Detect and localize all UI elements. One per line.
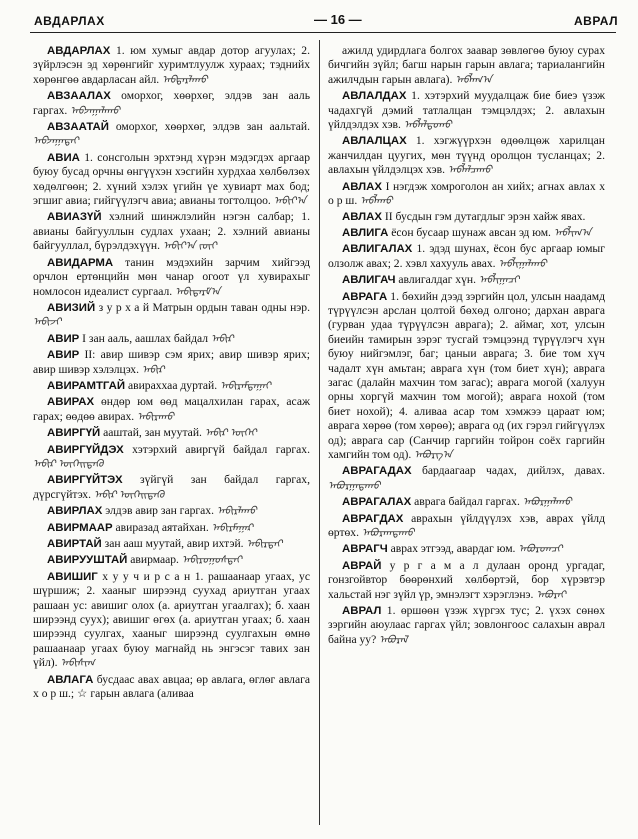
dictionary-entry bbox=[328, 290, 605, 464]
dictionary-entry bbox=[33, 553, 310, 568]
entry-headword: АВИРГҮЙТЭХ bbox=[47, 474, 123, 487]
dictionary-entry bbox=[328, 134, 605, 178]
entry-headword: АВИРАМТГАЙ bbox=[47, 379, 126, 392]
entry-definition: бусдаас авах авцаа; өр авлага, өглөг авлага х о р ш.; ☆ гарын авлага (аливаа bbox=[33, 672, 310, 701]
entry-definition: аврага байдал гаргах. bbox=[414, 495, 520, 509]
entry-definition: элдэв авир зан гаргах. bbox=[105, 504, 214, 518]
mongolian-script-form: ᠠᠪᠯᠠᠯᠴᠠᠬᠤ bbox=[447, 165, 492, 177]
entry-definition: зан ааш муутай, авир ихтэй. bbox=[104, 537, 244, 550]
dictionary-entry bbox=[328, 210, 605, 224]
dictionary-entry bbox=[33, 521, 310, 536]
entry-headword: АВЛИГА bbox=[342, 226, 389, 239]
entry-definition: хэлний шинжлэлийн нэгэн салбар; 1. авианы байгууллын судлах ухаан; 2. хэлний авианы байгууллал, бүрэлдэхүүн. bbox=[33, 210, 310, 253]
entry-definition: аврах этгээд, авардаг юм. bbox=[390, 542, 516, 556]
mongolian-script-form: ᠠᠪᠢᠶ᠎ᠠ ᠵᠦᠢ bbox=[162, 241, 217, 253]
dictionary-entry bbox=[328, 44, 605, 88]
entry-headword: АВИРТАЙ bbox=[47, 538, 102, 550]
entry-headword: АВРАГАЛАХ bbox=[342, 496, 412, 509]
entry-headword: АВРАЛ bbox=[342, 605, 382, 618]
dictionary-entry bbox=[33, 673, 310, 702]
entry-headword: АВРАГДАХ bbox=[342, 512, 404, 525]
mongolian-script-form: ᠠᠪᠤᠷᠭᠠᠳᠠᠬᠤ bbox=[328, 480, 381, 492]
entry-definition: II бусдын гэм дутагдлыг эрэн хайж явах. bbox=[384, 210, 586, 224]
entry-headword: АВИР bbox=[47, 332, 80, 345]
dictionary-entry bbox=[328, 604, 605, 648]
entry-definition: авираххаа дуртай. bbox=[127, 378, 218, 392]
entry-headword: АВРАГА bbox=[342, 290, 388, 303]
entry-definition: оморхог, хөөрхөг, элдэв зан аальтай. bbox=[115, 120, 310, 134]
entry-headword: АВИРАХ bbox=[47, 396, 95, 409]
dictionary-entry bbox=[33, 301, 310, 331]
entry-definition: з у р х а й Матрын ордын таван одны нэр. bbox=[98, 300, 310, 314]
mongolian-script-form: ᠠᠪᠯᠠᠯᠳᠤᠬᠤ bbox=[403, 120, 452, 132]
mongolian-script-form: ᠠᠪᠵᠠᠭᠠᠲᠠᠢ bbox=[33, 136, 79, 148]
entry-definition: I нэгдэж хомроголон ан хийх; агнах авлах х о р ш. bbox=[328, 179, 606, 208]
mongolian-script-form: ᠠᠪᠢᠷ bbox=[141, 364, 165, 376]
entry-definition: аврахын үйлдүүлэх хэв, аврах үйлд өртөх. bbox=[328, 511, 605, 539]
entry-headword: АВЗААТАЙ bbox=[47, 121, 109, 134]
right-column bbox=[328, 44, 605, 649]
entry-definition: өндөр юм өөд мацалхилан гарах, асаж гарах; өөдөө авирах. bbox=[33, 395, 310, 423]
dictionary-entry bbox=[33, 210, 310, 254]
entry-headword: АВЛИГАЛАХ bbox=[342, 243, 413, 256]
mongolian-script-form: ᠠᠪᠢᠰᠢᠭ bbox=[60, 658, 95, 670]
entry-definition: зүйгүй зан байдал гаргах, дүрсгүйтэх. bbox=[33, 473, 310, 501]
entry-definition: у р г а м а л дулаан оронд ургадаг, гонзгойвтор бөөрөнхий хөлбөртэй, бор хүрэвтэр хальстай нэг зүйл үр, эмнэлэгт хэрэглэнэ. bbox=[328, 558, 605, 601]
header-first-word: АВДАРЛАХ bbox=[34, 14, 105, 28]
entry-definition: авирмаар. bbox=[130, 553, 179, 567]
mongolian-script-form: ᠠᠪᠤᠷᠭᠠᠯᠠᠬᠤ bbox=[522, 497, 572, 509]
entry-headword: АВИРУУШТАЙ bbox=[47, 554, 128, 567]
entry-definition: I зан ааль, аашлах байдал bbox=[82, 331, 209, 345]
entry-definition: ажилд удирдлага болгох заавар зөвлөгөө буюу сурах бичгийн зүйл; багш нарын гарын авлага; тариалангийн ажилчдын гарын авлага). bbox=[328, 44, 605, 86]
entry-definition: 1. хэгжүүрхэн өдөөлцөж харилцан жанчилдан цуугих, мөн түүнд оролцон тусланцах; 2. авлахын үйлдэлцэх хэв. bbox=[328, 134, 605, 177]
entry-headword: АВЛАГА bbox=[47, 673, 94, 686]
entry-headword: АВДАРЛАХ bbox=[47, 45, 111, 57]
dictionary-entry bbox=[328, 226, 605, 241]
mongolian-script-form: ᠠᠪᠢᠷ bbox=[210, 333, 234, 345]
dictionary-entry bbox=[328, 273, 605, 288]
mongolian-script-form: ᠠᠪᠢᠷᠯᠠᠬᠤ bbox=[216, 506, 257, 518]
entry-definition: 1. юм хумыг авдар дотор агуулах; 2. зүйрлэсэн эд хөрөнгийг хуримтлуулж хураах; тэднийх хөрөнгөө авдарласан айл. bbox=[33, 44, 310, 86]
dictionary-entry bbox=[33, 426, 310, 441]
dictionary-entry bbox=[328, 464, 605, 494]
dictionary-entry bbox=[328, 242, 605, 272]
mongolian-script-form: ᠠᠪᠢᠷᠠᠬᠤ bbox=[137, 411, 174, 423]
entry-definition: хэтэрхий авиргүй байдал гаргах. bbox=[132, 442, 310, 456]
mongolian-script-form: ᠠᠪᠢᠷ ᠦᠭᠡᠢᠲᠡᠬᠦ bbox=[93, 489, 165, 501]
entry-headword: АВИА bbox=[47, 151, 80, 164]
entry-headword: АВИР bbox=[47, 349, 80, 362]
dictionary-entry bbox=[328, 495, 605, 510]
dictionary-entry bbox=[33, 151, 310, 210]
mongolian-script-form: ᠠᠪᠤᠷᠠᠯ bbox=[379, 634, 408, 646]
mongolian-script-form: ᠠᠪᠢᠳᠠᠷᠮ᠎ᠠ bbox=[175, 286, 221, 298]
mongolian-script-form: ᠠᠪᠢᠷ ᠦᠭᠡᠢᠳᠡᠬᠦ bbox=[33, 458, 104, 470]
dictionary-entry bbox=[33, 44, 310, 88]
entry-headword: АВИРЛАХ bbox=[47, 505, 103, 518]
entry-definition: II: авир шивэр сэм ярих; авир шивэр ярих; авир шивэр хэлэлцэх. bbox=[33, 348, 310, 376]
mongolian-script-form: ᠠᠪᠢᠷᠲᠠᠢ bbox=[246, 539, 283, 550]
entry-headword: АВИЗИЙ bbox=[47, 301, 96, 314]
mongolian-script-form: ᠠᠪᠯᠠᠬᠤ bbox=[360, 196, 393, 208]
mongolian-script-form: ᠠᠪᠳᠠᠷᠯᠠᠬᠤ bbox=[162, 74, 208, 86]
mongolian-script-form: ᠠᠪᠢᠷ ᠦᠭᠡᠢ bbox=[204, 428, 257, 440]
entry-definition: бардаагаар чадах, дийлэх, давах. bbox=[421, 464, 605, 478]
entry-definition: 1. бөхийн дээд зэргийн цол, улсын наадамд түрүүлсэн арслан цолтой бөхөд олгоно; дархан аврага (гурван удаа түрүүлсэн аврага); 2. аймаг, хот, улсын биеийн тамирын зэрэг тусгай тэмцээнд түрүүлэгч хүн буюу нийгэмлэг, баг; цаныи аврага; 3. бие том хүч чадалт хүн амьтан; аврага хүн (том биет хүн); аврага загас (далайн махчин том загас); аврага могой (халуун орны хоргүй махчин том могой); аврага нохой (том биет нохой); 4. аливаа асар том хэмжээ цараат юм; аврага хөрөө (том хөрөө); аврага од (их гэрэл гийгүүлэх од); аврага сар (Санчир гаргийн тойрон соёх гаргийн хамгийн том од). bbox=[328, 289, 605, 461]
page-number: — 16 — bbox=[314, 12, 362, 27]
mongolian-script-form: ᠠᠪᠯᠠᠭ᠎ᠠ bbox=[455, 74, 492, 86]
entry-definition: 1. сонсголын эрхтэнд хүрэн мэдэгдэх аргаар буюу бусад орчны өнгүүхэн хэсгийн хурдхаа хөлбөлзөх хөдөлгөөн; 2. хүний хэлэх үгийн үе хувиарт мах бод; эгшиг авиа; гийгүүлэгч авиа; авианы тогтолцоо. bbox=[33, 150, 311, 208]
dictionary-entry bbox=[328, 542, 605, 557]
left-column bbox=[33, 44, 310, 702]
entry-definition: авлигалдаг хүн. bbox=[398, 273, 477, 287]
dictionary-entry bbox=[33, 443, 310, 473]
mongolian-script-form: ᠠᠪᠯᠢᠭᠠᠯᠠᠬᠤ bbox=[498, 258, 547, 270]
dictionary-entry bbox=[328, 180, 605, 210]
dictionary-entry bbox=[33, 120, 310, 150]
page-header bbox=[14, 10, 624, 32]
mongolian-script-form: ᠠᠪᠯᠢᠭᠠᠴᠢ bbox=[478, 275, 520, 287]
entry-headword: АВЛАЛДАХ bbox=[342, 90, 407, 103]
dictionary-entry bbox=[33, 332, 310, 347]
mongolian-script-form: ᠠᠪᠢᠵᠢ bbox=[33, 317, 62, 329]
dictionary-entry bbox=[33, 379, 310, 394]
dictionary-entry bbox=[33, 537, 310, 552]
entry-definition: ааштай, зан муутай. bbox=[103, 426, 202, 440]
mongolian-script-form: ᠠᠪᠤᠷᠤᠭᠴᠢ bbox=[518, 544, 563, 556]
dictionary-entry bbox=[33, 256, 310, 300]
entry-definition: х у у ч и р с а н 1. рашаанаар угаах, ус шүршиж; 2. хааныг ширээнд суухад ариутган угаах рашаан ус: авишиг олох (а. ариутган угаалгах); б. хаан ширээнд суух); авишиг өгөх (а. ариутган угаах; б. хаан ширээнд суулгах, хааныг ширээнд суулгахын өмнө рашаанаар угаах буюу магнайд нь энгэсэг тавих зан үйл). bbox=[33, 569, 310, 670]
entry-headword: АВРАГАДАХ bbox=[342, 465, 412, 478]
entry-definition: танин мэдэхийн зарчим хийгээд орчлон ертөнцийн мөн чанар огоот үл хувирахыг номлосон идеалист сургаал. bbox=[33, 255, 310, 298]
entry-headword: АВИРМААР bbox=[47, 521, 113, 534]
entry-headword: АВЛАХ bbox=[342, 180, 382, 193]
entry-headword: АВИРГҮЙДЭХ bbox=[47, 443, 124, 456]
header-last-word: АВРАЛ bbox=[573, 14, 618, 28]
mongolian-script-form: ᠠᠪᠤᠷᠭ᠎ᠠ bbox=[414, 449, 453, 461]
dictionary-entry bbox=[328, 89, 605, 133]
dictionary-entry bbox=[33, 89, 310, 119]
mongolian-script-form: ᠠᠪᠯᠢᠭ᠎ᠠ bbox=[553, 227, 592, 239]
dictionary-entry bbox=[33, 473, 310, 503]
entry-definition: оморхог, хөөрхөг, элдэв зан ааль гаргах. bbox=[33, 89, 311, 117]
dictionary-entry bbox=[33, 570, 310, 672]
entry-definition: ёсон бусаар шунаж авсан эд юм. bbox=[391, 225, 551, 239]
dictionary-entry bbox=[33, 348, 310, 378]
mongolian-script-form: ᠠᠪᠢᠷᠮᠠᠭᠠᠷ bbox=[211, 522, 254, 534]
dictionary-entry bbox=[33, 504, 310, 519]
mongolian-script-form: ᠠᠪᠤᠷᠠᠢ bbox=[536, 589, 566, 601]
entry-headword: АВРАЙ bbox=[342, 559, 382, 572]
dictionary-entry bbox=[33, 395, 310, 425]
entry-headword: АВЛИГАЧ bbox=[342, 274, 396, 287]
entry-definition: 1. өршөөн үзэж хүргэх тус; 2. үхэх сөнөх зэргийн аюулаас гаргах үйл; зовлонгоос салахын аврал байна уу? bbox=[328, 604, 605, 646]
entry-headword: АВЛАЛЦАХ bbox=[342, 135, 407, 148]
entry-headword: АВИРГҮЙ bbox=[47, 427, 101, 440]
mongolian-script-form: ᠠᠪᠵᠠᠭᠠᠯᠠᠬᠤ bbox=[70, 105, 120, 117]
entry-definition: авиразад аятайхан. bbox=[115, 520, 209, 534]
header-rule bbox=[30, 32, 616, 33]
dictionary-entry bbox=[328, 512, 605, 542]
mongolian-script-form: ᠠᠪᠤᠷᠠᠭᠳᠠᠬᠤ bbox=[361, 528, 415, 539]
column-divider bbox=[319, 40, 320, 825]
entry-definition: 1. хэтэрхий муудалцаж бие биеэ үзэж чадахгүй дэмий татлалцан тэмцэлдэх; 2. авлахын үйлдэлдэх хэв. bbox=[328, 89, 605, 132]
entry-headword: АВРАГЧ bbox=[342, 543, 388, 556]
entry-definition: 1. эдэд шунах, ёсон бус аргаар юмыг олзолж авах; 2. хэвл хахууль авах. bbox=[328, 242, 605, 270]
entry-headword: АВИДАРМА bbox=[47, 256, 114, 269]
entry-headword: АВЛАХ bbox=[342, 211, 382, 224]
entry-headword: АВЗААЛАХ bbox=[47, 90, 111, 103]
dictionary-entry bbox=[328, 559, 605, 603]
mongolian-script-form: ᠠᠪᠢᠶ᠎ᠠ bbox=[273, 196, 307, 208]
mongolian-script-form: ᠠᠪᠢᠷᠤᠭᠤᠰᠲᠠᠢ bbox=[181, 555, 242, 567]
mongolian-script-form: ᠠᠪᠢᠷᠠᠮᠲᠠᠭᠠᠢ bbox=[220, 380, 271, 392]
entry-headword: АВИАЗҮЙ bbox=[47, 211, 102, 224]
entry-headword: АВИШИГ bbox=[47, 570, 98, 583]
